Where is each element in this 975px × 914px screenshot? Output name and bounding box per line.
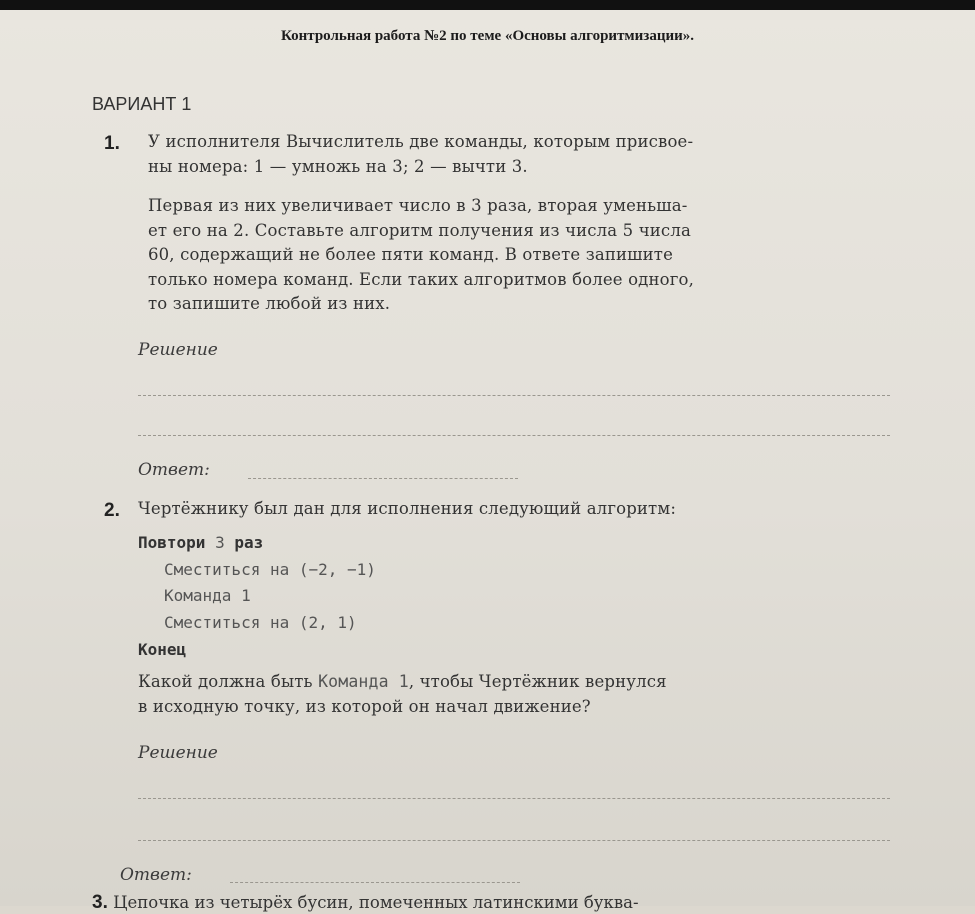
task1-line1: У исполнителя Вычислитель две команды, которым присвое- — [148, 132, 694, 151]
repeat-header — [138, 533, 263, 552]
repeat-count: 3 — [215, 533, 225, 552]
task1-paragraph — [148, 194, 694, 317]
task2-solution-line[interactable] — [138, 840, 890, 841]
task1-number: 1. — [104, 133, 120, 154]
document-page — [0, 10, 975, 913]
task3-number: 3. — [92, 892, 108, 913]
task1-para-line: то запишите любой из них. — [148, 294, 391, 313]
task2-question-post: , чтобы Чертёжник вернулся — [408, 672, 667, 691]
task1-solution-label: Решение — [138, 340, 218, 360]
algorithm-command: Команда 1 — [164, 586, 251, 605]
repeat-suffix: раз — [234, 533, 264, 552]
task2-answer-label: Ответ: — [120, 865, 192, 885]
task1-line2: ны номера: 1 — умножь на 3; 2 — вычти 3. — [148, 156, 528, 176]
task2-question-line1 — [138, 670, 667, 695]
task1-para-line: 60, содержащий не более пяти команд. В ответе запишите — [148, 245, 673, 264]
task1-para-line: только номера команд. Если таких алгоритмов более одного, — [148, 269, 695, 289]
task2-question-pre: Какой должна быть — [138, 672, 313, 691]
task2-question-cmd: Команда 1 — [318, 672, 409, 691]
task2-question-line2: в исходную точку, из которой он начал движение? — [138, 696, 591, 716]
repeat-keyword: Повтори — [138, 533, 206, 552]
task1-para-line: Первая из них увеличивает число в 3 раза, вторая уменьша- — [148, 196, 688, 215]
task2-intro: Чертёжнику был дан для исполнения следующий алгоритм: — [138, 499, 677, 518]
task1-statement — [148, 130, 693, 179]
variant-heading: ВАРИАНТ 1 — [92, 94, 192, 114]
top-edge — [0, 0, 975, 10]
task2-solution-label: Решение — [138, 743, 218, 763]
algorithm-command: Сместиться на (2, 1) — [164, 613, 357, 632]
task1-solution-line[interactable] — [138, 435, 890, 436]
task2-question — [138, 670, 667, 719]
algorithm-command: Сместиться на (−2, −1) — [164, 560, 376, 579]
task3-partial — [92, 892, 639, 914]
task2-solution-line[interactable] — [138, 798, 890, 799]
task2-number: 2. — [104, 500, 120, 521]
task2-answer-line[interactable] — [230, 882, 520, 883]
task1-answer-label: Ответ: — [138, 460, 210, 480]
page-title: Контрольная работа №2 по теме «Основы алгоритмизации». — [281, 28, 694, 44]
task3-text: Цепочка из четырёх бусин, помеченных латинскими буква- — [113, 893, 639, 912]
task1-para-line: ет его на 2. Составьте алгоритм получения из числа 5 числа — [148, 220, 691, 240]
task1-answer-line[interactable] — [248, 478, 518, 479]
end-keyword: Конец — [138, 640, 187, 659]
task1-solution-line[interactable] — [138, 395, 890, 396]
